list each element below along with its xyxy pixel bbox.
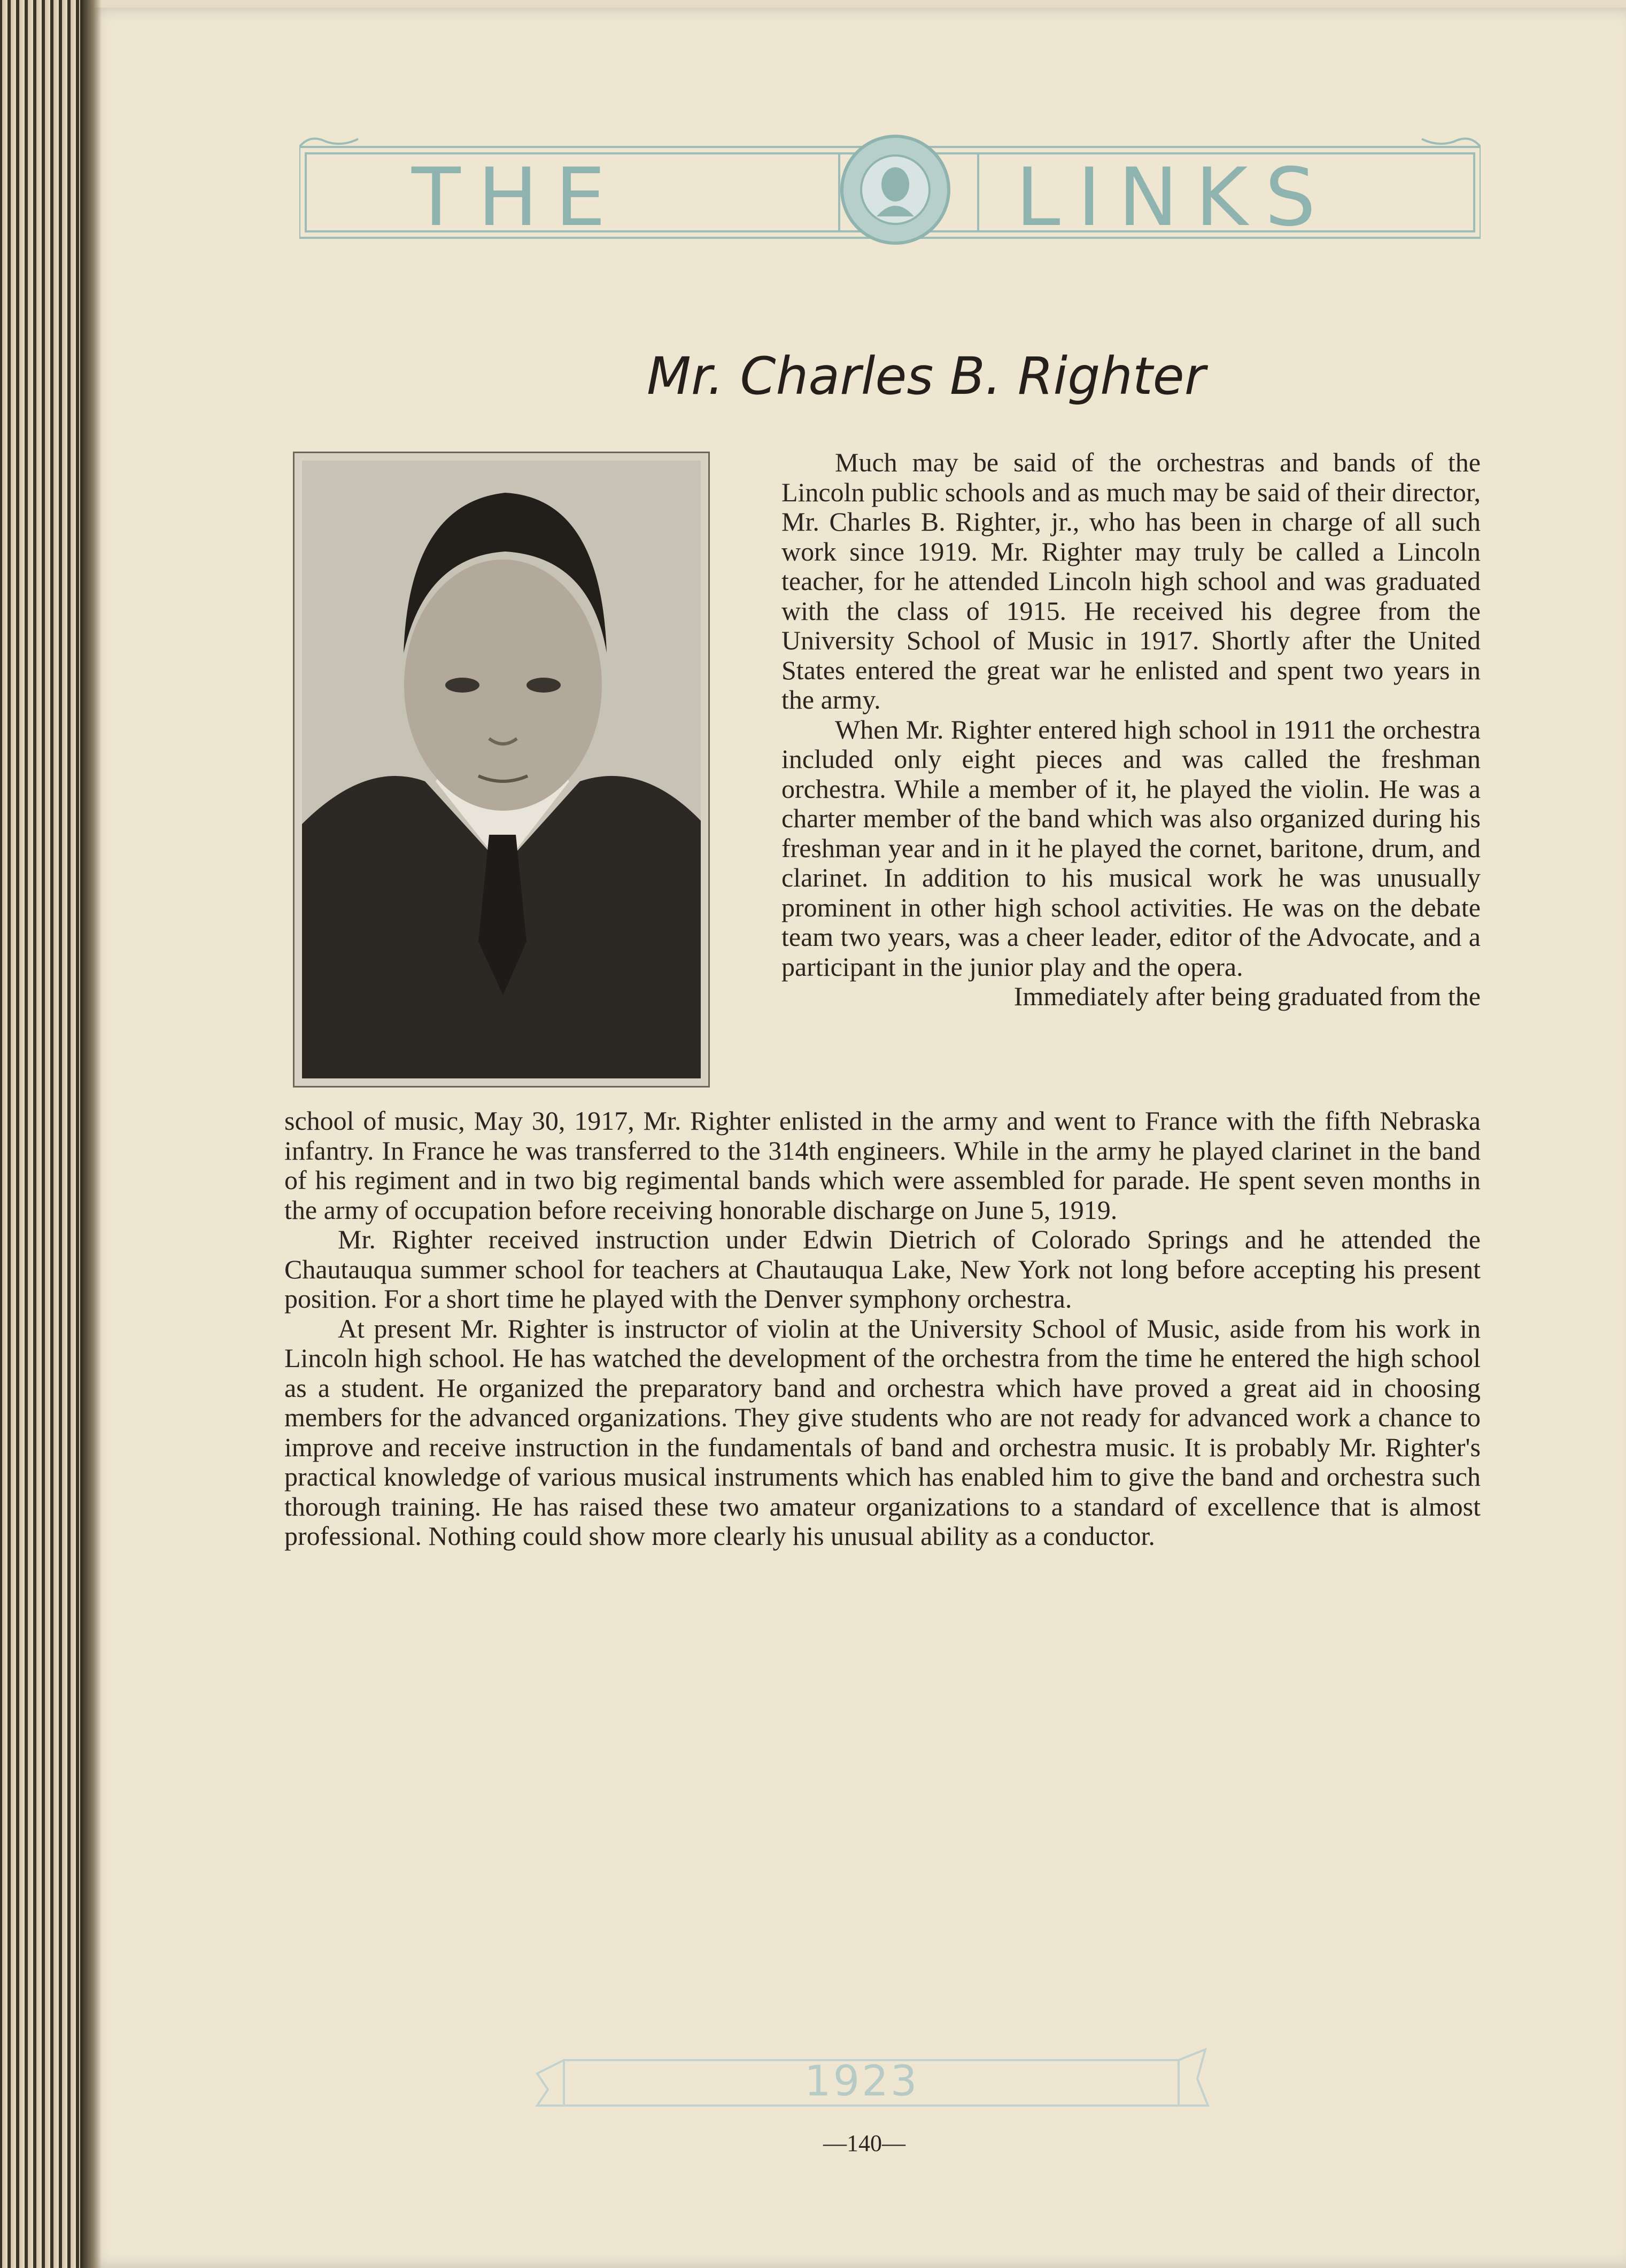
footer-year: 1923 <box>804 2057 919 2106</box>
paragraph-2: When Mr. Righter entered high school in 1911 the orchestra included only eight pieces and was called the freshman orchestra. While a member of it, he played the violin. He was a charter member of the band which was also organized during his freshman year and in it he played the cornet, baritone, drum, and clarinet. In addition to his musical work he was unusually prominent in other high school activities. He was on the debate team two years, was a cheer leader, editor of the Advocate, and a participant in the junior play and the opera. <box>781 714 1481 982</box>
book-page-edges <box>0 0 91 2268</box>
page-number: —140— <box>823 2130 905 2156</box>
portrait-image-icon <box>302 461 701 1078</box>
binding-shadow <box>80 0 102 2268</box>
header-word-left: THE <box>412 151 623 244</box>
paragraph-3-cont: school of music, May 30, 1917, Mr. Righter enlisted in the army and went to France with the fifth Nebraska infantry. In France he was transferred to the 314th engineers. While in the army he played clarinet in the band of his regiment and in two big regimental bands which were assembled for parade. He spent seven months in the army of occupation before receiving honorable discharge on June 5, 1919. <box>284 1106 1481 1225</box>
paragraph-3-start: Immediately after being graduated from the <box>1013 981 1481 1011</box>
paragraph-5: At present Mr. Righter is instructor of violin at the University School of Music, aside from his work in Lincoln high school. He has watched the development of the orchestra from the time he entered the high school as a student. He organized the preparatory band and orchestra which have proved a great aid in choosing members for the advanced organizations. They give students who are not ready for advanced work a chance to improve and receive instruction in the fundamentals of band and orchestra music. It is probably Mr. Righter's practical knowledge of various musical instruments which has enabled him to give the band and orchestra such thorough training. He has raised these two amateur organizations to a standard of excellence that is almost professional. Nothing could show more clearly his unusual ability as a conductor. <box>284 1313 1481 1551</box>
header-word-right: LINKS <box>1016 151 1333 244</box>
paragraph-4: Mr. Righter received instruction under Edwin Dietrich of Colorado Springs and he attended the Chautauqua summer school for teachers at Chautauqua Lake, New York not long before accepting his present position. For a short time he played with the Denver symphony orchestra. <box>284 1224 1481 1314</box>
header-banner <box>299 131 1481 246</box>
article-column-lower <box>284 1106 1481 1551</box>
portrait-photo <box>293 452 710 1088</box>
article-column-upper <box>781 448 1481 1012</box>
paragraph-1: Much may be said of the orchestras and bands of the Lincoln public schools and as much may be said of their director, Mr. Charles B. Righter, jr., who has been in charge of all such work since 1919. Mr. Righter may truly be called a Lincoln teacher, for he attended Lincoln high school and was graduated with the class of 1915. He received his degree from the University School of Music in 1917. Shortly after the United States entered the great war he enlisted and spent two years in the army. <box>781 447 1481 714</box>
school-seal-icon <box>842 136 949 243</box>
article-title: Mr. Charles B. Righter <box>647 346 1206 406</box>
